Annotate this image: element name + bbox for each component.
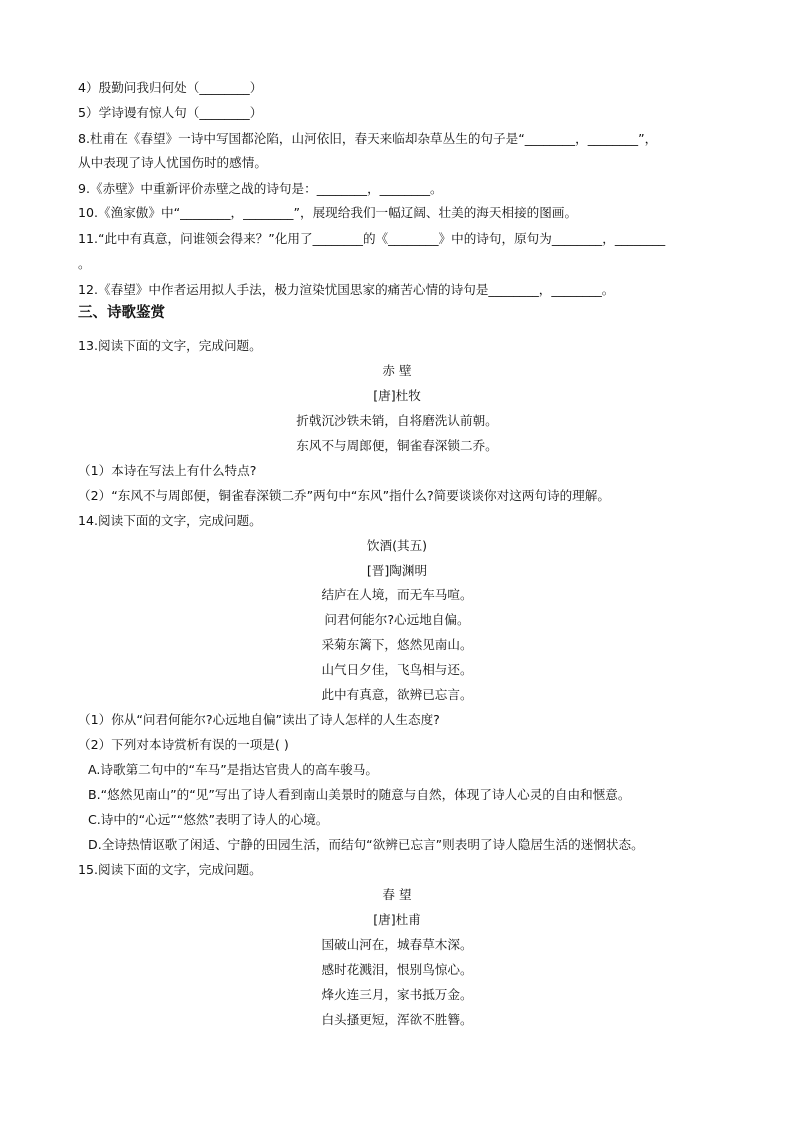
poem-verse: 采菊东篱下，悠然见南山。 bbox=[321, 637, 473, 652]
fill-item-5: 5）学诗谩有惊人句（________） bbox=[78, 105, 263, 120]
poem-verse: 问君何能尔?心远地自偏。 bbox=[324, 612, 470, 627]
choice-option-d: D.全诗热情讴歌了闲适、宁静的田园生活，而结句“欲辨已忘言”则表明了诗人隐居生活的迷惘状态。 bbox=[88, 837, 644, 852]
question-13-intro: 13.阅读下面的文字，完成问题。 bbox=[78, 338, 262, 353]
poem-verse: 白头搔更短，浑欲不胜簪。 bbox=[321, 1012, 473, 1027]
poem-title: 饮酒(其五) bbox=[366, 538, 428, 553]
poem-author: [晋]陶渊明 bbox=[366, 563, 428, 578]
poem-verse: 感时花溅泪，恨别鸟惊心。 bbox=[321, 962, 473, 977]
question-8-line-1: 8.杜甫在《春望》一诗中写国都沦陷，山河依旧，春天来临却杂草丛生的句子是“________，________”， bbox=[78, 131, 658, 146]
question-11-line-2: 。 bbox=[78, 256, 91, 271]
question-13-part-1: （1）本诗在写法上有什么特点? bbox=[78, 463, 257, 478]
poem-verse: 折戟沉沙铁未销，自将磨洗认前朝。 bbox=[296, 413, 498, 428]
poem-verse: 东风不与周郎便，铜雀春深锁二乔。 bbox=[296, 438, 498, 453]
poem-title: 春 望 bbox=[382, 887, 412, 902]
poem-verse: 国破山河在，城春草木深。 bbox=[321, 937, 473, 952]
question-12: 12.《春望》中作者运用拟人手法，极力渲染忧国思家的痛苦心情的诗句是________，________。 bbox=[78, 282, 615, 297]
poem-verse: 山气日夕佳，飞鸟相与还。 bbox=[321, 662, 473, 677]
choice-option-a: A.诗歌第二句中的“车马”是指达官贵人的高车骏马。 bbox=[88, 762, 378, 777]
choice-option-b: B.“悠然见南山”的“见”写出了诗人看到南山美景时的随意与自然，体现了诗人心灵的自由和惬意。 bbox=[88, 787, 631, 802]
question-8-line-2: 从中表现了诗人忧国伤时的感情。 bbox=[78, 155, 267, 170]
fill-item-4: 4）殷勤问我归何处（________） bbox=[78, 80, 263, 95]
poem-title: 赤 壁 bbox=[382, 363, 412, 378]
question-14-part-2: （2）下列对本诗赏析有误的一项是( ) bbox=[78, 737, 289, 752]
question-13-part-2: （2）“东风不与周郎便，铜雀春深锁二乔”两句中“东风”指什么?简要谈谈你对这两句诗的理解。 bbox=[78, 488, 610, 503]
poem-verse: 烽火连三月，家书抵万金。 bbox=[321, 987, 473, 1002]
poem-verse: 结庐在人境，而无车马喧。 bbox=[321, 587, 473, 602]
poem-author: [唐]杜牧 bbox=[373, 388, 421, 403]
question-10: 10.《渔家傲》中“________，________”，展现给我们一幅辽阔、壮美的海天相接的图画。 bbox=[78, 205, 578, 220]
poem-author: [唐]杜甫 bbox=[373, 912, 421, 927]
choice-option-c: C.诗中的“心远”“悠然”表明了诗人的心境。 bbox=[88, 812, 329, 827]
question-14-part-1: （1）你从“问君何能尔?心远地自偏”读出了诗人怎样的人生态度? bbox=[78, 712, 440, 727]
question-9: 9.《赤壁》中重新评价赤壁之战的诗句是：________，________。 bbox=[78, 181, 443, 196]
question-14-intro: 14.阅读下面的文字，完成问题。 bbox=[78, 513, 262, 528]
question-15-intro: 15.阅读下面的文字，完成问题。 bbox=[78, 862, 262, 877]
poem-verse: 此中有真意，欲辨已忘言。 bbox=[321, 687, 473, 702]
question-11-line-1: 11.“此中有真意，问谁领会得来？”化用了________的《________》中的诗句，原句为________，________ bbox=[78, 231, 666, 246]
section-heading-poetry-appreciation: 三、诗歌鉴赏 bbox=[78, 305, 165, 321]
